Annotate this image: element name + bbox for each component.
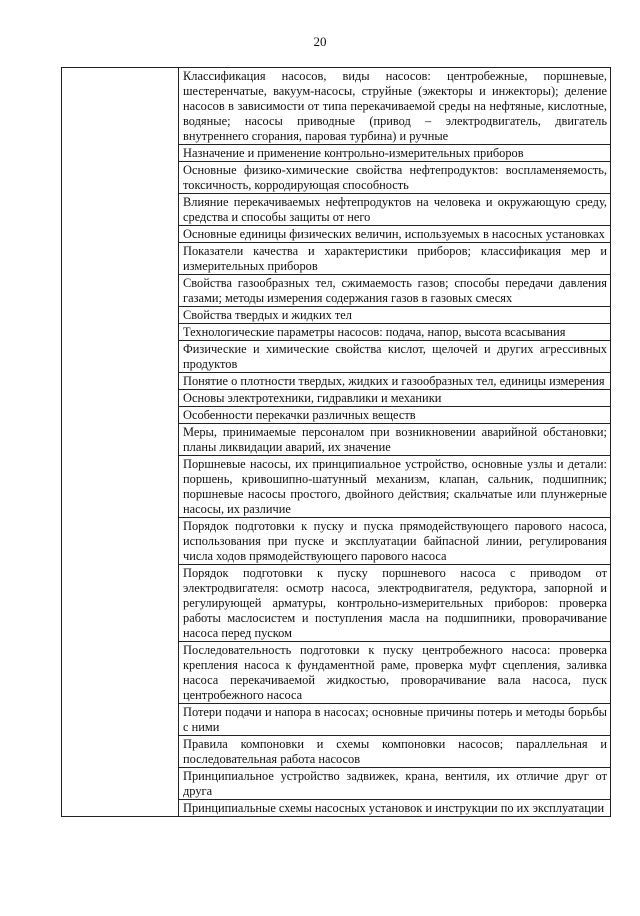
requirement-text: Правила компоновки и схемы компоновки насосов; параллельная и последовательная работа насосов bbox=[183, 737, 607, 766]
table-row bbox=[62, 68, 611, 145]
requirement-cell bbox=[179, 324, 611, 341]
requirement-text: Физические и химические свойства кислот, щелочей и других агрессивных продуктов bbox=[183, 342, 607, 371]
requirement-text: Принципиальные схемы насосных установок и инструкции по их эксплуатации bbox=[183, 801, 605, 815]
requirement-text: Свойства газообразных тел, сжимаемость газов; способы передачи давления газами; методы измерения содержания газов в газовых смесях bbox=[183, 276, 607, 305]
requirement-text: Основные единицы физических величин, используемых в насосных установках bbox=[183, 227, 605, 241]
requirement-text: Свойства твердых и жидких тел bbox=[183, 308, 352, 322]
requirement-text: Поршневые насосы, их принципиальное устройство, основные узлы и детали: поршень, кривошипно-шатунный механизм, клапан, сальник, подшипник; поршневые насосы простого, двойного действия; скальчатые или плунжерные насосы, их различие bbox=[183, 457, 607, 516]
requirement-text: Принципиальное устройство задвижек, крана, вентиля, их отличие друг от друга bbox=[183, 769, 607, 798]
requirement-text: Порядок подготовки к пуску и пуска прямодействующего парового насоса, использования при пуске и эксплуатации байпасной линии, регулирования числа ходов прямодействующего парового насоса bbox=[183, 519, 607, 563]
requirement-cell bbox=[179, 341, 611, 373]
requirement-cell bbox=[179, 736, 611, 768]
requirement-cell bbox=[179, 275, 611, 307]
requirements-table bbox=[61, 67, 611, 817]
requirement-text: Основные физико-химические свойства нефтепродуктов: воспламеняемость, токсичность, корродирующая способность bbox=[183, 163, 607, 192]
requirement-cell bbox=[179, 565, 611, 642]
requirement-cell bbox=[179, 307, 611, 324]
requirement-text: Меры, принимаемые персоналом при возникновении аварийной обстановки; планы ликвидации аварий, их значение bbox=[183, 425, 607, 454]
requirement-text: Показатели качества и характеристики приборов; классификация мер и измерительных приборов bbox=[183, 244, 607, 273]
requirement-cell bbox=[179, 68, 611, 145]
requirement-cell bbox=[179, 424, 611, 456]
requirement-text: Технологические параметры насосов: подача, напор, высота всасывания bbox=[183, 325, 566, 339]
requirement-cell bbox=[179, 800, 611, 817]
requirement-text: Порядок подготовки к пуску поршневого насоса с приводом от электродвигателя: осмотр насоса, электродвигателя, редуктора, запорной и регулирующей арматуры, контрольно-измерительных приборов: проверка работы маслосистем и поступления масла на подшипники, проворачивание насоса перед пуском bbox=[183, 566, 607, 640]
requirement-text: Особенности перекачки различных веществ bbox=[183, 408, 416, 422]
requirement-text: Понятие о плотности твердых, жидких и газообразных тел, единицы измерения bbox=[183, 374, 605, 388]
requirement-text: Назначение и применение контрольно-измерительных приборов bbox=[183, 146, 524, 160]
requirement-cell bbox=[179, 145, 611, 162]
requirement-cell bbox=[179, 162, 611, 194]
requirement-cell bbox=[179, 518, 611, 565]
requirement-text: Классификация насосов, виды насосов: центробежные, поршневые, шестеренчатые, вакуум-насосы, струйные (эжекторы и инжекторы); деление насосов в зависимости от типа перекачиваемой среды на нефтяные, кислотные, водяные; насосы приводные (привод – электродвигатель, двигатель внутреннего сгорания, паровая турбина) и ручные bbox=[183, 69, 607, 143]
requirement-cell bbox=[179, 642, 611, 704]
requirement-text: Основы электротехники, гидравлики и механики bbox=[183, 391, 442, 405]
requirement-text: Последовательность подготовки к пуску центробежного насоса: проверка крепления насоса к фундаментной раме, проверка муфт сцепления, заливка насоса перекачиваемой жидкостью, проворачивание вала насоса, пуск центробежного насоса bbox=[183, 643, 607, 702]
requirement-cell bbox=[179, 373, 611, 390]
requirement-cell bbox=[179, 407, 611, 424]
left-empty-cell bbox=[62, 68, 179, 817]
page-number: 20 bbox=[313, 34, 327, 49]
requirement-cell bbox=[179, 704, 611, 736]
requirement-cell bbox=[179, 390, 611, 407]
requirement-cell bbox=[179, 194, 611, 226]
requirement-text: Потери подачи и напора в насосах; основные причины потерь и методы борьбы с ними bbox=[183, 705, 607, 734]
requirement-cell bbox=[179, 243, 611, 275]
requirement-cell bbox=[179, 456, 611, 518]
requirement-cell bbox=[179, 768, 611, 800]
requirement-cell bbox=[179, 226, 611, 243]
requirement-text: Влияние перекачиваемых нефтепродуктов на человека и окружающую среду, средства и способы защиты от него bbox=[183, 195, 607, 224]
